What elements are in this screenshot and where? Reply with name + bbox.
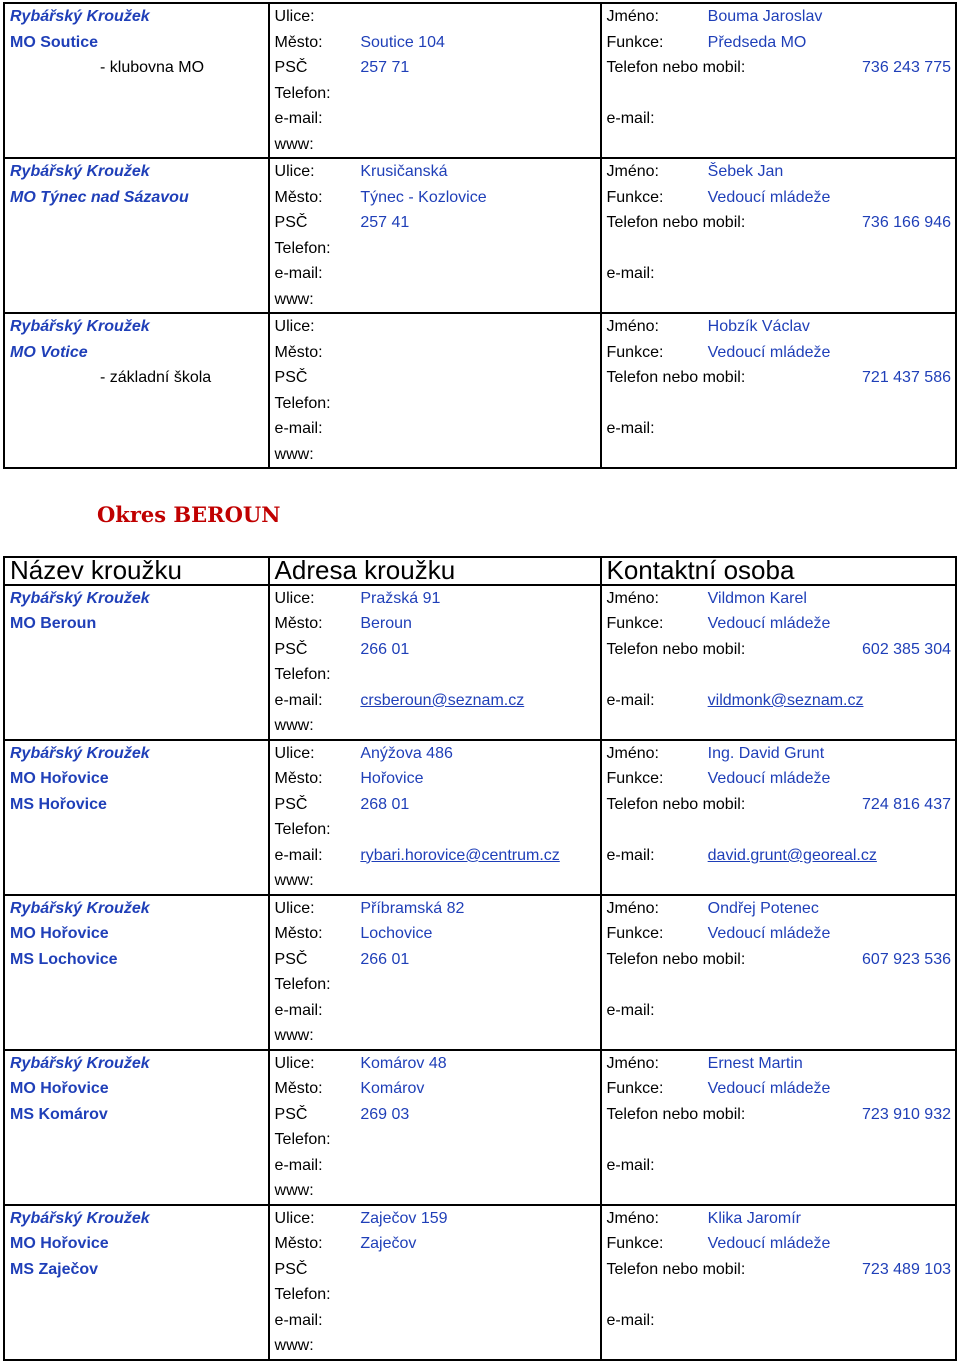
phone-value: 602 385 304 [862, 640, 951, 658]
role-label: Funkce: [606, 33, 664, 51]
street-label: Ulice: [274, 1209, 315, 1227]
district-title: Okres BEROUN [97, 502, 281, 527]
table-row [4, 611, 956, 637]
phone-label: Telefon nebo mobil: [606, 795, 746, 813]
phone-value: 736 243 775 [862, 59, 951, 77]
table-row [4, 106, 956, 132]
www-label: www: [269, 1023, 356, 1050]
contact-name-label: Jméno: [606, 899, 659, 917]
www-label: www: [269, 868, 356, 895]
club-note: - základní škola [4, 365, 269, 391]
club-mo: MO Beroun [4, 611, 269, 637]
table-row [4, 585, 956, 612]
contact-name-label: Jméno: [606, 163, 659, 181]
zip-label: PSČ [274, 369, 308, 387]
role-label: Funkce: [606, 1235, 664, 1253]
street-label: Ulice: [274, 318, 315, 336]
table-row [4, 1127, 956, 1153]
club-ms: MS Komárov [4, 1102, 269, 1128]
table-row [4, 1178, 956, 1205]
table-row [4, 313, 956, 340]
phone-cell [601, 947, 957, 973]
contact-email-label: e-mail: [606, 110, 655, 128]
table-row [4, 1231, 956, 1257]
contact-email-label: e-mail: [606, 420, 655, 438]
club-mo: MO Hořovice [4, 1076, 269, 1102]
table-row [4, 766, 956, 792]
city-label: Město: [274, 615, 323, 633]
club-mo: MO Soutice [4, 30, 269, 56]
table-row [4, 817, 956, 843]
table-row [4, 81, 956, 107]
city-label: Město: [274, 1235, 323, 1253]
table-row [4, 921, 956, 947]
city-label: Město: [274, 343, 323, 361]
table-row [4, 947, 956, 973]
role-label: Funkce: [606, 343, 664, 361]
zip-label: PSČ [274, 59, 308, 77]
zip-value: 266 01 [355, 947, 600, 973]
table-row [4, 868, 956, 895]
zip-value [355, 1257, 600, 1283]
contact-email[interactable] [703, 416, 956, 442]
role-label: Funkce: [606, 1080, 664, 1098]
phone-value: 723 910 932 [862, 1105, 951, 1123]
city-value: Soutice 104 [355, 30, 600, 56]
club-email[interactable] [355, 998, 600, 1024]
contact-email[interactable] [703, 1153, 956, 1179]
table-row [4, 391, 956, 417]
club-org: Rybářský Kroužek [4, 313, 269, 340]
phone-label: Telefon nebo mobil: [606, 369, 746, 387]
www-label: www: [269, 287, 356, 314]
club-mo: MO Týnec nad Sázavou [4, 185, 269, 211]
table-row [4, 30, 956, 56]
street-value: Pražská 91 [355, 585, 600, 612]
phone-value: 607 923 536 [862, 950, 951, 968]
contact-email-label: e-mail: [606, 691, 655, 709]
club-email[interactable] [355, 1308, 600, 1334]
club-email[interactable] [355, 1153, 600, 1179]
table-row [4, 185, 956, 211]
club-mo: MO Votice [4, 340, 269, 366]
role-label: Funkce: [606, 615, 664, 633]
club-org: Rybářský Kroužek [4, 740, 269, 767]
contact-email-label: e-mail: [606, 1311, 655, 1329]
club-org: Rybářský Kroužek [4, 158, 269, 185]
club-ms: MS Zaječov [4, 1257, 269, 1283]
email-label: e-mail: [274, 1156, 323, 1174]
contact-email[interactable]: vildmonk@seznam.cz [703, 688, 956, 714]
contact-name-label: Jméno: [606, 1054, 659, 1072]
table-row [4, 442, 956, 469]
role-label: Funkce: [606, 770, 664, 788]
contact-email[interactable] [703, 261, 956, 287]
zip-label: PSČ [274, 1260, 308, 1278]
table-row [4, 1257, 956, 1283]
phone-label: Telefon nebo mobil: [606, 1260, 746, 1278]
www-label: www: [269, 442, 356, 469]
city-value: Zaječov [355, 1231, 600, 1257]
zip-value [355, 365, 600, 391]
city-label: Město: [274, 925, 323, 943]
city-value: Lochovice [355, 921, 600, 947]
role-value: Vedoucí mládeže [703, 611, 956, 637]
club-email[interactable]: crsberoun@seznam.cz [355, 688, 600, 714]
telefon-label: Telefon: [274, 84, 331, 102]
contact-email[interactable] [703, 1308, 956, 1334]
telefon-label: Telefon: [274, 1131, 331, 1149]
phone-value: 723 489 103 [862, 1260, 951, 1278]
street-value [355, 313, 600, 340]
table-row [4, 236, 956, 262]
table-row [4, 3, 956, 30]
contact-name-label: Jméno: [606, 589, 659, 607]
contact-name-label: Jméno: [601, 3, 703, 30]
club-email[interactable]: rybari.horovice@centrum.cz [355, 843, 600, 869]
table-row [4, 1076, 956, 1102]
street-label: Ulice: [269, 3, 356, 30]
phone-cell [601, 1257, 957, 1283]
phone-label: Telefon nebo mobil: [606, 950, 746, 968]
club-org: Rybářský Kroužek [4, 1205, 269, 1232]
contact-name: Vildmon Karel [703, 585, 956, 612]
club-mo: MO Hořovice [4, 766, 269, 792]
city-value: Týnec - Kozlovice [355, 185, 600, 211]
role-value: Vedoucí mládeže [703, 185, 956, 211]
street-label: Ulice: [274, 1054, 315, 1072]
club-note [4, 210, 269, 236]
zip-value: 257 41 [355, 210, 600, 236]
city-label: Město: [274, 33, 323, 51]
header-name: Název kroužku [4, 557, 269, 585]
contact-email-label: e-mail: [606, 846, 655, 864]
contact-name: Ondřej Potenec [703, 895, 956, 922]
zip-label: PSČ [274, 795, 308, 813]
telefon-label: Telefon: [274, 666, 331, 684]
club-mo: MO Hořovice [4, 1231, 269, 1257]
contact-email[interactable]: david.grunt@georeal.cz [703, 843, 956, 869]
zip-label: PSČ [274, 214, 308, 232]
phone-value: 724 816 437 [862, 795, 951, 813]
table-row [4, 416, 956, 442]
club-org: Rybářský Kroužek [4, 3, 269, 30]
header-address: Adresa kroužku [269, 557, 601, 585]
telefon-label: Telefon: [274, 239, 331, 257]
table-row [4, 843, 956, 869]
email-label: e-mail: [274, 110, 323, 128]
contact-email-label: e-mail: [606, 1001, 655, 1019]
table-row [4, 340, 956, 366]
club-note: - klubovna MO [4, 55, 269, 81]
www-label: www: [269, 132, 356, 159]
table-row [4, 637, 956, 663]
phone-label: Telefon nebo mobil: [606, 1105, 746, 1123]
email-label: e-mail: [274, 265, 323, 283]
header-contact: Kontaktní osoba [601, 557, 957, 585]
street-value [355, 3, 600, 30]
table-row [4, 132, 956, 159]
phone-value: 736 166 946 [862, 214, 951, 232]
phone-value: 721 437 586 [862, 369, 951, 387]
street-value: Anýžova 486 [355, 740, 600, 767]
top-clubs-table [3, 2, 957, 469]
club-email[interactable] [355, 416, 600, 442]
phone-cell [601, 1102, 957, 1128]
zip-label: PSČ [274, 950, 308, 968]
table-row [4, 1205, 956, 1232]
table-row [4, 972, 956, 998]
contact-email[interactable] [703, 998, 956, 1024]
telefon-label: Telefon: [274, 976, 331, 994]
zip-value: 268 01 [355, 792, 600, 818]
table-header-row [4, 557, 956, 585]
street-label: Ulice: [274, 744, 315, 762]
phone-label: Telefon nebo mobil: [606, 59, 746, 77]
table-row [4, 740, 956, 767]
table-row [4, 287, 956, 314]
table-row [4, 792, 956, 818]
contact-name: Ernest Martin [703, 1050, 956, 1077]
contact-email-label: e-mail: [606, 265, 655, 283]
www-label: www: [269, 713, 356, 740]
table-row [4, 1102, 956, 1128]
email-label: e-mail: [274, 420, 323, 438]
club-org: Rybářský Kroužek [4, 895, 269, 922]
email-label: e-mail: [274, 1311, 323, 1329]
zip-value: 266 01 [355, 637, 600, 663]
zip-value: 257 71 [355, 55, 600, 81]
table-row [4, 688, 956, 714]
street-value: Příbramská 82 [355, 895, 600, 922]
city-label: Město: [274, 188, 323, 206]
www-label: www: [269, 1178, 356, 1205]
city-label: Město: [274, 770, 323, 788]
city-value: Komárov [355, 1076, 600, 1102]
club-org: Rybářský Kroužek [4, 1050, 269, 1077]
table-row [4, 1282, 956, 1308]
club-org: Rybářský Kroužek [4, 585, 269, 612]
phone-cell [601, 365, 957, 391]
phone-label: Telefon nebo mobil: [606, 214, 746, 232]
phone-cell [601, 792, 957, 818]
phone-cell [601, 637, 957, 663]
table-row [4, 365, 956, 391]
phone-cell [601, 210, 957, 236]
contact-name: Ing. David Grunt [703, 740, 956, 767]
role-value: Vedoucí mládeže [703, 1076, 956, 1102]
role-value: Vedoucí mládeže [703, 921, 956, 947]
table-row [4, 261, 956, 287]
contact-name: Hobzík Václav [703, 313, 956, 340]
table-row [4, 895, 956, 922]
table-row [4, 158, 956, 185]
table-row [4, 55, 956, 81]
contact-name: Klika Jaromír [703, 1205, 956, 1232]
zip-label: PSČ [274, 1105, 308, 1123]
table-row [4, 210, 956, 236]
table-row [4, 998, 956, 1024]
phone-cell [601, 55, 957, 81]
contact-name-label: Jméno: [606, 318, 659, 336]
contact-name: Bouma Jaroslav [703, 3, 956, 30]
table-row [4, 1308, 956, 1334]
role-label: Funkce: [606, 925, 664, 943]
table-row [4, 1050, 956, 1077]
telefon-label: Telefon: [274, 1286, 331, 1304]
role-value: Vedoucí mládeže [703, 340, 956, 366]
street-label: Ulice: [274, 899, 315, 917]
city-value [355, 340, 600, 366]
email-label: e-mail: [274, 846, 323, 864]
table-row [4, 662, 956, 688]
phone-label: Telefon nebo mobil: [606, 640, 746, 658]
club-email[interactable] [355, 261, 600, 287]
email-label: e-mail: [274, 691, 323, 709]
zip-value: 269 03 [355, 1102, 600, 1128]
street-value: Komárov 48 [355, 1050, 600, 1077]
city-label: Město: [274, 1080, 323, 1098]
www-label: www: [269, 1333, 356, 1360]
street-label: Ulice: [274, 163, 315, 181]
beroun-clubs-table [3, 556, 957, 1361]
street-value: Krusičanská [355, 158, 600, 185]
table-row [4, 1333, 956, 1360]
table-row [4, 713, 956, 740]
club-ms [4, 637, 269, 663]
street-value: Zaječov 159 [355, 1205, 600, 1232]
telefon-label: Telefon: [274, 821, 331, 839]
role-value: Předseda MO [703, 30, 956, 56]
contact-name-label: Jméno: [606, 1209, 659, 1227]
role-value: Vedoucí mládeže [703, 766, 956, 792]
contact-name-label: Jméno: [606, 744, 659, 762]
telefon-label: Telefon: [274, 394, 331, 412]
club-email[interactable] [355, 106, 600, 132]
club-ms: MS Lochovice [4, 947, 269, 973]
table-row [4, 1023, 956, 1050]
contact-email[interactable] [703, 106, 956, 132]
club-mo: MO Hořovice [4, 921, 269, 947]
street-label: Ulice: [274, 589, 315, 607]
role-value: Vedoucí mládeže [703, 1231, 956, 1257]
zip-label: PSČ [274, 640, 308, 658]
contact-name: Šebek Jan [703, 158, 956, 185]
club-ms: MS Hořovice [4, 792, 269, 818]
contact-email-label: e-mail: [606, 1156, 655, 1174]
city-value: Beroun [355, 611, 600, 637]
email-label: e-mail: [274, 1001, 323, 1019]
role-label: Funkce: [606, 188, 664, 206]
table-row [4, 1153, 956, 1179]
city-value: Hořovice [355, 766, 600, 792]
